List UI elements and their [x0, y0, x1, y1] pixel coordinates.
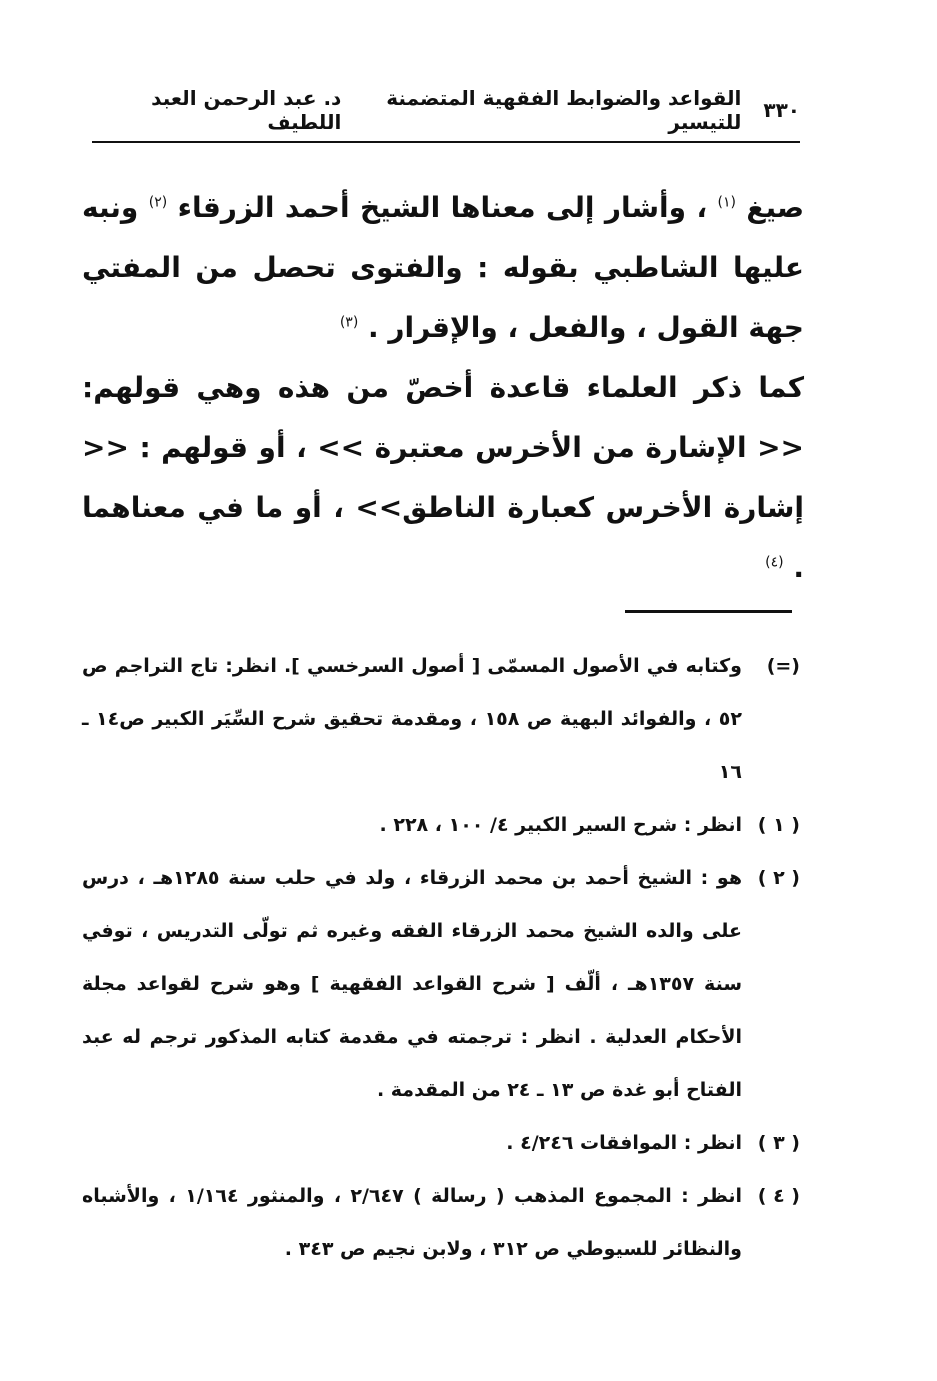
footnote-ref-1[interactable]: (١)	[717, 194, 736, 211]
footnote-number: (=)	[766, 655, 800, 677]
footnote-separator	[625, 610, 792, 613]
footnote-ref-2[interactable]: (٢)	[148, 194, 168, 211]
page-number: ٣٣٠	[763, 98, 800, 122]
footnote-2	[82, 852, 800, 1117]
footnote-continued	[82, 640, 800, 799]
book-title: القواعد والضوابط الفقهية المتضمنة للتيسير	[386, 86, 742, 134]
paragraph-1	[82, 178, 804, 358]
footnote-number: ( ٢ )	[757, 867, 800, 889]
header-divider	[92, 141, 800, 143]
footnote-text: انظر : المجموع المذهب ( رسالة ) ٢/٦٤٧ ، والمنثور ١/١٦٤ ، والأشباه والنظائر للسيوطي ص ٣١٢ ، ولابن نجيم ص ٣٤٣ .	[82, 1185, 743, 1260]
p1-text-c: ونبه عليها الشاطبي بقوله : والفتوى تحصل من المفتي جهة القول ، والفعل ، والإقرار .	[82, 191, 804, 344]
footnote-3	[82, 1117, 800, 1170]
footnote-4	[82, 1170, 800, 1276]
footnote-text: انظر : الموافقات ٤/٢٤٦ .	[506, 1132, 742, 1154]
footnote-number: ( ٤ )	[757, 1185, 800, 1207]
main-text	[82, 178, 804, 598]
footnote-1	[82, 799, 800, 852]
footnote-number: ( ٣ )	[757, 1132, 800, 1154]
author-name: د. عبد الرحمن العبد اللطيف	[151, 86, 342, 134]
footnote-ref-4[interactable]: (٤)	[765, 554, 784, 571]
p1-text-b: ، وأشار إلى معناها الشيخ أحمد الزرقاء	[177, 191, 708, 224]
footnote-text: هو : الشيخ أحمد بن محمد الزرقاء ، ولد في حلب سنة ١٢٨٥هـ ، درس على والده الشيخ محمد الزرقاء الفقه وغيره ثم تولّى التدريس ، توفي سنة ١٣٥٧هـ ، ألّف [ شرح القواعد الفقهية ] وهو شرح لقواعد مجلة الأحكام العدلية . انظر : ترجمته في مقدمة كتابه المذكور ترجم له عبد الفتاح أبو غدة ص ١٣ ـ ٢٤ من المقدمة .	[82, 867, 743, 1101]
footnote-text: وكتابه في الأصول المسمّى [ أصول السرخسي ]. انظر: تاج التراجم ص ٥٢ ، والفوائد البهية ص ١٥٨ ، ومقدمة تحقيق شرح السِّيَر الكبير ص١٤ ـ ١٦	[82, 655, 742, 783]
footnotes-section	[82, 640, 800, 1276]
paragraph-2	[82, 358, 804, 598]
footnote-number: ( ١ )	[757, 814, 800, 836]
footnote-text: انظر : شرح السير الكبير ٤/ ١٠٠ ، ٢٢٨ .	[379, 814, 742, 836]
p1-text-a: صيغ	[746, 191, 805, 224]
p2-text: كما ذكر العلماء قاعدة أخصّ من هذه وهي قولهم: << الإشارة من الأخرس معتبرة >> ، أو قولهم : << إشارة الأخرس كعبارة الناطق>> ، أو ما في معناهما .	[82, 371, 804, 584]
running-header	[92, 88, 800, 132]
footnote-ref-3[interactable]: (٣)	[339, 314, 359, 331]
